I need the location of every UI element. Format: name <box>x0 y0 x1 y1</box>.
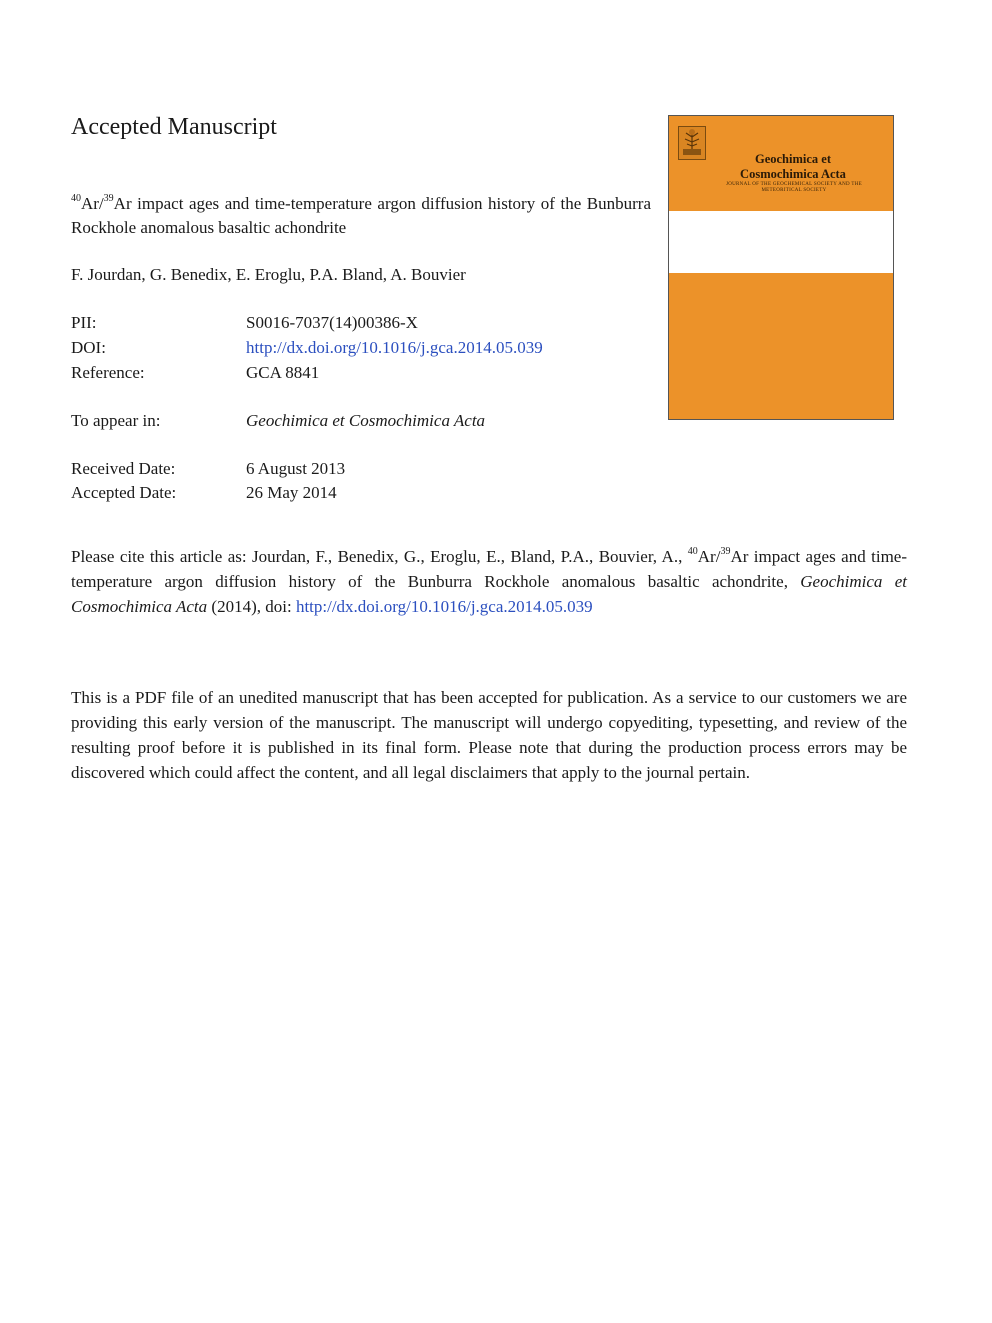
received-date-value: 6 August 2013 <box>246 459 346 478</box>
citation-paragraph <box>71 544 907 619</box>
citation-doi-link[interactable]: http://dx.doi.org/10.1016/j.gca.2014.05.039 <box>295 597 593 616</box>
citation-superscript-39: 39 <box>720 546 731 558</box>
accepted-date-label: Accepted Date: <box>71 483 177 502</box>
title-part-rest: Ar impact ages and time-temperature argon diffusion history of the Bunburra Rockhole anomalous basaltic achondrite <box>71 194 651 237</box>
disclaimer-paragraph: This is a PDF file of an unedited manuscript that has been accepted for publication. As a service to our customers we are providing this early version of the manuscript. The manuscript will undergo copyediting, typesetting, and review of the resulting proof before it is published in its final form. Please note that during the production process errors may be discovered which could affect the content, and all legal disclaimers that apply to the journal pertain. <box>71 688 907 782</box>
title-part-ar: Ar/ <box>81 194 104 213</box>
article-title <box>71 192 651 240</box>
citation-ar: Ar/ <box>697 547 721 566</box>
page-heading: Accepted Manuscript <box>71 114 277 140</box>
citation-journal: Geochimica et Cosmochimica Acta <box>71 572 908 616</box>
citation-prefix: Please cite this article as: Jourdan, F., Benedix, G., Eroglu, E., Bland, P.A., Bouvier, A., <box>71 547 688 566</box>
reference-label: Reference: <box>71 363 145 382</box>
journal-cover <box>668 115 894 420</box>
received-date-label: Received Date: <box>71 459 176 478</box>
reference-value: GCA 8841 <box>246 363 320 382</box>
pii-label: PII: <box>71 313 97 332</box>
appear-in-label: To appear in: <box>71 411 161 430</box>
author-list: F. Jourdan, G. Benedix, E. Eroglu, P.A. Bland, A. Bouvier <box>71 265 466 284</box>
accepted-date-value: 26 May 2014 <box>246 483 337 502</box>
doi-label: DOI: <box>71 338 106 357</box>
appear-in-value: Geochimica et Cosmochimica Acta <box>246 411 486 430</box>
cover-journal-subtitle: JOURNAL OF THE GEOCHEMICAL SOCIETY AND THE METEORITICAL SOCIETY <box>725 182 863 193</box>
cover-journal-title <box>699 152 887 182</box>
title-superscript-40: 40 <box>71 193 81 205</box>
title-superscript-39: 39 <box>103 193 114 205</box>
citation-rest: Ar impact ages and time-temperature argon diffusion history of the Bunburra Rockhole anomalous basaltic achondrite, <box>71 547 907 591</box>
citation-superscript-40: 40 <box>687 546 698 558</box>
cover-white-band <box>669 211 893 273</box>
cover-title-line-1: Geochimica et <box>754 152 831 166</box>
pii-value: S0016-7037(14)00386-X <box>246 313 418 332</box>
doi-link[interactable]: http://dx.doi.org/10.1016/j.gca.2014.05.039 <box>246 338 543 357</box>
citation-year-doi: (2014), doi: <box>207 597 296 616</box>
cover-title-line-2: Cosmochimica Acta <box>740 167 846 181</box>
